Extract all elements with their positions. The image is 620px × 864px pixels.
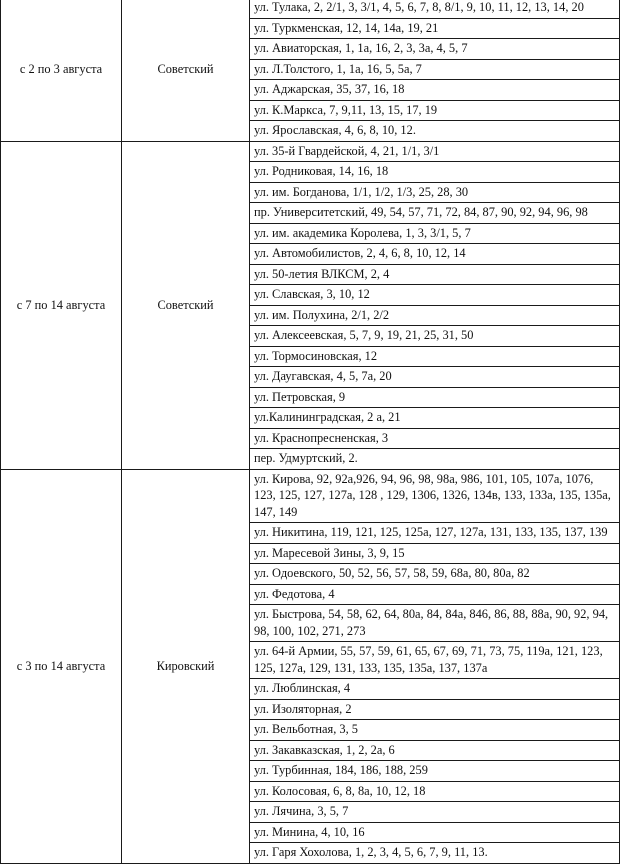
district-cell: Советский bbox=[122, 0, 250, 141]
address-line: ул. К.Маркса, 7, 9,11, 13, 15, 17, 19 bbox=[250, 101, 619, 122]
address-line: пр. Университетский, 49, 54, 57, 71, 72, 84, 87, 90, 92, 94, 96, 98 bbox=[250, 203, 619, 224]
address-line: ул. Колосовая, 6, 8, 8а, 10, 12, 18 bbox=[250, 782, 619, 803]
address-line: ул. Автомобилистов, 2, 4, 6, 8, 10, 12, 14 bbox=[250, 244, 619, 265]
address-line: ул. Авиаторская, 1, 1а, 16, 2, 3, 3а, 4, 5, 7 bbox=[250, 39, 619, 60]
addresses-cell bbox=[250, 469, 620, 863]
address-line: ул.Калининградская, 2 а, 21 bbox=[250, 408, 619, 429]
district-cell: Кировский bbox=[122, 469, 250, 863]
address-line: ул. Гаря Хохолова, 1, 2, 3, 4, 5, 6, 7, 9, 11, 13. bbox=[254, 845, 488, 859]
address-line: ул. Даугавская, 4, 5, 7а, 20 bbox=[250, 367, 619, 388]
address-line: ул. 64-й Армии, 55, 57, 59, 61, 65, 67, 69, 71, 73, 75, 119а, 121, 123, 125, 127а, 129, 131, 133, 135, 135а, 137, 137а bbox=[250, 642, 619, 679]
table-row bbox=[1, 0, 620, 141]
address-line: ул. Родниковая, 14, 16, 18 bbox=[250, 162, 619, 183]
address-line: ул. Турбинная, 184, 186, 188, 259 bbox=[250, 761, 619, 782]
address-line: ул. им. академика Королева, 1, 3, 3/1, 5, 7 bbox=[250, 224, 619, 245]
address-line: ул. Федотова, 4 bbox=[250, 585, 619, 606]
address-line: ул. им. Полухина, 2/1, 2/2 bbox=[250, 306, 619, 327]
address-line: ул. Быстрова, 54, 58, 62, 64, 80а, 84, 84а, 846, 86, 88, 88а, 90, 92, 94, 98, 100, 102, 271, 273 bbox=[250, 605, 619, 642]
district-cell: Советский bbox=[122, 141, 250, 469]
period-cell: с 2 по 3 августа bbox=[1, 0, 122, 141]
address-line: ул. Маресевой Зины, 3, 9, 15 bbox=[250, 544, 619, 565]
address-line: ул. Славская, 3, 10, 12 bbox=[250, 285, 619, 306]
address-line: ул. 35-й Гвардейской, 4, 21, 1/1, 3/1 bbox=[250, 142, 619, 163]
address-line: ул. Лячина, 3, 5, 7 bbox=[250, 802, 619, 823]
address-line: ул. Петровская, 9 bbox=[250, 388, 619, 409]
address-line: ул. Краснопресненская, 3 bbox=[250, 429, 619, 450]
address-line: ул. Тормосиновская, 12 bbox=[250, 347, 619, 368]
address-line: ул. Кирова, 92, 92а,926, 94, 96, 98, 98а, 986, 101, 105, 107а, 1076, 123, 125, 127, 127а, 128 , 129, 1306, 1326, 134в, 133, 133а, 135, 135а, 147, 149 bbox=[250, 470, 619, 524]
period-cell: с 3 по 14 августа bbox=[1, 469, 122, 863]
address-line: пер. Удмуртский, 2. bbox=[254, 451, 358, 465]
address-line: ул. Никитина, 119, 121, 125, 125а, 127, 127а, 131, 133, 135, 137, 139 bbox=[250, 523, 619, 544]
table-row bbox=[1, 469, 620, 863]
table-row bbox=[1, 141, 620, 469]
address-line: ул. Одоевского, 50, 52, 56, 57, 58, 59, 68а, 80, 80а, 82 bbox=[250, 564, 619, 585]
address-line: ул. Тулака, 2, 2/1, 3, 3/1, 4, 5, 6, 7, 8, 8/1, 9, 10, 11, 12, 13, 14, 20 bbox=[250, 0, 619, 19]
addresses-cell bbox=[250, 0, 620, 141]
address-line: ул. Туркменская, 12, 14, 14а, 19, 21 bbox=[250, 19, 619, 40]
address-line: ул. им. Богданова, 1/1, 1/2, 1/3, 25, 28, 30 bbox=[250, 183, 619, 204]
address-line: ул. Закавказская, 1, 2, 2а, 6 bbox=[250, 741, 619, 762]
address-line: ул. Минина, 4, 10, 16 bbox=[250, 823, 619, 844]
address-line: ул. Люблинская, 4 bbox=[250, 679, 619, 700]
address-line: ул. Вельботная, 3, 5 bbox=[250, 720, 619, 741]
address-line: ул. 50-летия ВЛКСМ, 2, 4 bbox=[250, 265, 619, 286]
addresses-cell bbox=[250, 141, 620, 469]
address-line: ул. Изоляторная, 2 bbox=[250, 700, 619, 721]
table-body bbox=[1, 0, 620, 863]
address-line: ул. Ярославская, 4, 6, 8, 10, 12. bbox=[254, 123, 416, 137]
period-cell: с 7 по 14 августа bbox=[1, 141, 122, 469]
address-line: ул. Алексеевская, 5, 7, 9, 19, 21, 25, 31, 50 bbox=[250, 326, 619, 347]
address-line: ул. Л.Толстого, 1, 1а, 16, 5, 5а, 7 bbox=[250, 60, 619, 81]
address-line: ул. Аджарская, 35, 37, 16, 18 bbox=[250, 80, 619, 101]
